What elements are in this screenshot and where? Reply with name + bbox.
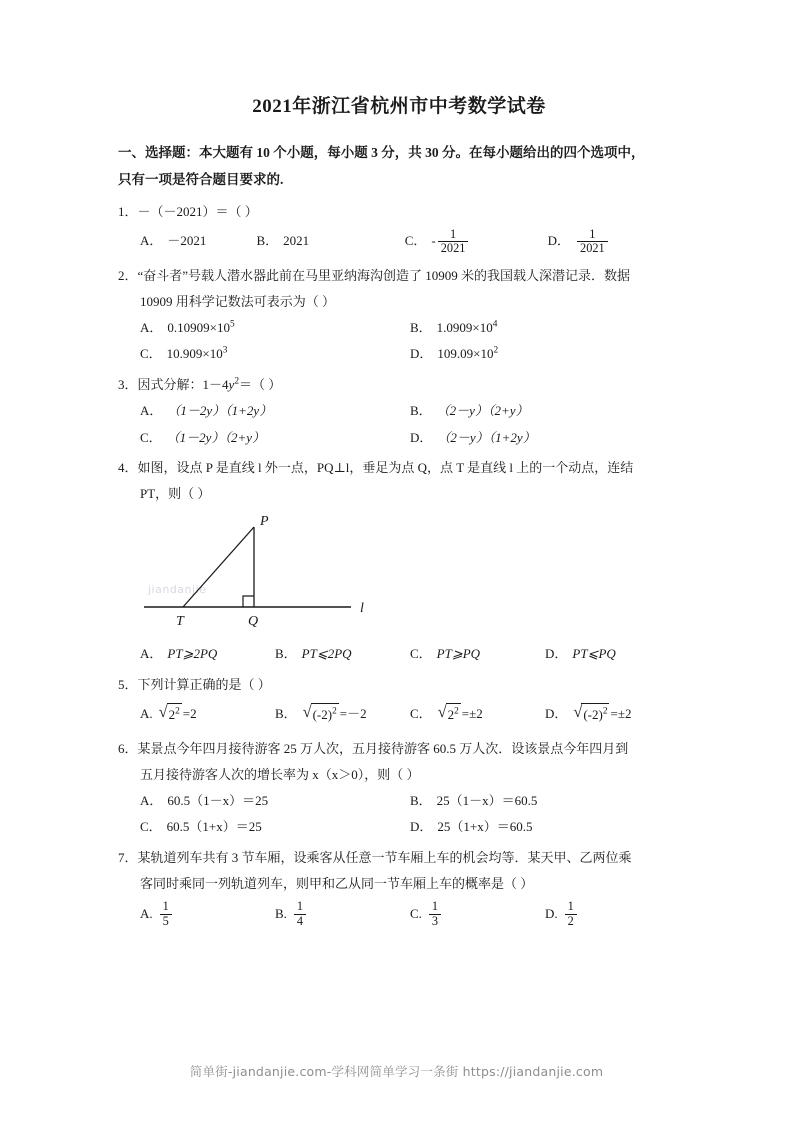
option-d-value: （2－y）（1+2y）	[437, 429, 536, 445]
question-7-option-b[interactable]	[275, 900, 410, 928]
question-3-option-a[interactable]	[140, 398, 410, 425]
option-a-value: PT⩾2PQ	[167, 646, 218, 662]
question-3-option-d[interactable]	[410, 425, 680, 452]
question-1-number: 1．	[118, 203, 138, 219]
question-4-option-d[interactable]	[545, 641, 680, 668]
option-label-a: A．	[140, 319, 163, 335]
section-heading-line-1: 一、选择题：本大题有 10 个小题，每小题 3 分，共 30 分。在每小题给出的四个选项中，	[118, 144, 645, 160]
question-5-stem	[118, 672, 680, 698]
option-b-value: $1.0909\times 10^4$	[436, 319, 498, 335]
question-3-option-c[interactable]	[140, 425, 410, 452]
option-label-c: C．	[140, 819, 162, 835]
option-label-c: C．	[140, 346, 162, 362]
question-5-text: 下列计算正确的是（ ）	[137, 676, 271, 692]
option-label-a: A.	[140, 905, 153, 921]
radicand: $2^2$	[446, 703, 461, 726]
option-c-result: =±2	[461, 706, 483, 722]
option-label-b: B．	[256, 233, 279, 249]
exponent: 3	[222, 345, 228, 356]
question-4-option-c[interactable]	[410, 641, 545, 668]
question-6	[118, 736, 680, 841]
question-3-number: 3．	[118, 376, 138, 392]
option-label-b: B．	[410, 792, 432, 808]
question-3-text: 因式分解：$1-4y^2=$（ ）	[137, 376, 282, 392]
label-t: T	[176, 614, 184, 630]
question-7-option-a[interactable]	[140, 900, 275, 928]
question-4-figure	[118, 511, 680, 639]
question-4-stem	[118, 455, 680, 481]
question-4-options	[118, 641, 680, 668]
option-label-d: D．	[545, 646, 568, 662]
minus-sign: -	[431, 233, 436, 249]
question-3-option-b[interactable]	[410, 398, 680, 425]
option-c-value: PT⩾PQ	[436, 646, 481, 662]
question-7-option-d[interactable]	[545, 900, 680, 928]
option-b-result: =－2	[339, 706, 367, 722]
question-7-option-row	[140, 897, 680, 931]
question-1-option-b[interactable]	[256, 231, 404, 252]
page-content	[118, 94, 680, 935]
square-root-expression	[438, 703, 461, 726]
option-a-value: （1－2y）（1+2y）	[167, 402, 273, 418]
square-root-expression	[573, 703, 609, 726]
question-6-stem	[118, 736, 680, 762]
question-4-option-row	[140, 641, 680, 668]
fraction-denominator: 2021	[438, 241, 469, 255]
option-d-value: 25（1+x）＝60.5	[437, 819, 533, 835]
question-2-option-row-2	[140, 341, 680, 368]
option-label-c: C．	[404, 233, 427, 249]
label-q: Q	[248, 614, 259, 630]
question-2-option-a[interactable]	[140, 315, 410, 342]
exponent: 2	[493, 345, 499, 356]
question-1-stem	[118, 199, 680, 225]
fraction-denominator: 5	[160, 914, 172, 928]
square-root-expression	[303, 703, 339, 726]
option-d-value: PT⩽PQ	[572, 646, 616, 662]
question-7-options	[118, 897, 680, 931]
exponent: 4	[492, 319, 498, 330]
fraction-one-over-2021	[438, 228, 469, 256]
option-label-c: C.	[410, 905, 422, 921]
question-2-number: 2．	[118, 267, 138, 283]
question-3-options	[118, 398, 680, 451]
option-label-a: A．	[140, 233, 163, 249]
option-label-b: B．	[410, 319, 432, 335]
option-label-c: C．	[410, 646, 432, 662]
radical-sign: √	[158, 703, 168, 722]
question-6-number: 6．	[118, 740, 138, 756]
question-1-text: －（－2021）＝（ ）	[137, 203, 258, 219]
question-6-stem-cont	[118, 762, 680, 788]
radical-sign: √	[302, 703, 312, 722]
option-a-value: $0.10909\times 10^5$	[167, 319, 235, 335]
page-title: 2021年浙江省杭州市中考数学试卷	[252, 96, 546, 117]
option-label-d: D．	[545, 706, 568, 722]
question-4-stem-cont	[118, 481, 680, 507]
radicand: $(-2)^2$	[581, 703, 609, 726]
question-2-option-row-1	[140, 315, 680, 342]
option-label-d: D.	[545, 905, 558, 921]
option-label-d: D．	[410, 346, 433, 362]
option-label-b: B.	[275, 905, 287, 921]
option-label-d: D．	[410, 819, 433, 835]
question-2	[118, 263, 680, 368]
question-6-text-line-2: 五月接待游客人次的增长率为 x（x＞0），则（ ）	[140, 766, 420, 782]
option-b-value: 2021	[283, 233, 310, 249]
option-d-result: =±2	[610, 706, 632, 722]
question-5-options	[118, 698, 680, 732]
fraction-denominator: 4	[294, 914, 306, 928]
question-1-options	[118, 225, 680, 259]
fraction	[294, 900, 306, 928]
question-4-option-b[interactable]	[275, 641, 410, 668]
question-7-text-line-1: 某轨道列车共有 3 节车厢，设乘客从任意一节车厢上车的机会均等．某天甲、乙两位乘	[137, 850, 632, 866]
label-l: l	[360, 601, 364, 617]
question-7-text-line-2: 客同时乘同一列轨道列车，则甲和乙从同一节车厢上车的概率是（ ）	[140, 876, 534, 892]
option-label-a: A．	[140, 402, 163, 418]
question-6-option-d[interactable]	[410, 814, 680, 841]
fraction-one-over-2021	[577, 228, 608, 256]
question-5-number: 5．	[118, 676, 138, 692]
question-3	[118, 372, 680, 451]
question-4	[118, 455, 680, 668]
option-label-d: D．	[547, 233, 571, 249]
option-d-value: $109.09\times 10^2$	[437, 345, 499, 362]
question-5	[118, 672, 680, 732]
question-7	[118, 845, 680, 931]
fraction	[429, 900, 441, 928]
question-7-number: 7．	[118, 850, 138, 866]
question-2-options	[118, 315, 680, 368]
fraction	[565, 900, 577, 928]
option-c-value: 60.5（1+x）＝25	[166, 819, 262, 835]
segment-pt	[183, 527, 254, 607]
fraction-numerator: 1	[449, 226, 457, 241]
radical-sign: √	[437, 703, 447, 722]
option-label-a: A.	[140, 706, 153, 722]
fraction-denominator: 3	[429, 914, 441, 928]
option-label-a: A．	[140, 646, 163, 662]
question-4-text-line-2: PT，则（ ）	[140, 486, 211, 502]
option-label-d: D．	[410, 429, 433, 445]
square-root-expression	[159, 703, 182, 726]
question-6-options	[118, 788, 680, 841]
question-1	[118, 199, 680, 259]
question-5-option-b[interactable]	[275, 703, 410, 726]
exponent: 5	[229, 319, 235, 330]
option-label-b: B．	[275, 706, 297, 722]
fraction-numerator: 1	[589, 226, 596, 241]
question-6-option-b[interactable]	[410, 788, 680, 815]
question-1-option-d[interactable]	[548, 228, 680, 256]
section-heading-line-2: 只有一项是符合题目要求的.	[118, 171, 284, 187]
option-b-value: （2－y）（2+y）	[436, 402, 529, 418]
geometry-diagram	[136, 511, 396, 637]
question-1-option-c[interactable]	[405, 228, 548, 256]
question-2-text-line-2: 10909 用科学记数法可表示为（ ）	[140, 293, 336, 309]
question-7-stem	[118, 845, 680, 871]
question-7-stem-cont	[118, 871, 680, 897]
option-b-value: 25（1－x）＝60.5	[436, 792, 538, 808]
section-heading	[118, 139, 680, 193]
fraction-numerator: 1	[431, 899, 439, 914]
question-1-option-a[interactable]	[140, 231, 256, 252]
fraction	[160, 900, 172, 928]
question-6-text-line-1: 某景点今年四月接待游客 25 万人次，五月接待游客 60.5 万人次．设该景点今年四月到	[137, 740, 629, 756]
question-5-option-d[interactable]	[545, 703, 680, 726]
fraction-denominator: 2021	[577, 241, 608, 255]
question-3-option-row-1	[140, 398, 680, 425]
question-7-option-c[interactable]	[410, 900, 545, 928]
right-angle-marker	[243, 596, 254, 607]
fraction-denominator: 2	[565, 914, 577, 928]
question-4-number: 4．	[118, 460, 138, 476]
radicand: $(-2)^2$	[311, 703, 339, 726]
option-label-c: C．	[140, 429, 162, 445]
option-label-a: A．	[140, 792, 163, 808]
option-label-c: C．	[410, 706, 432, 722]
question-6-option-row-1	[140, 788, 680, 815]
fraction-numerator: 1	[162, 899, 169, 914]
question-6-option-c[interactable]	[140, 814, 410, 841]
question-4-text-line-1: 如图，设点 P 是直线 l 外一点，PQ⊥l，垂足为点 Q，点 T 是直线 l 上的一个动点，连结	[137, 460, 634, 476]
question-5-option-a[interactable]	[140, 703, 275, 726]
watermark-ghost: jiandanjie	[148, 583, 207, 597]
option-a-value: －2021	[167, 233, 207, 249]
label-p: P	[260, 514, 269, 530]
question-3-stem	[118, 372, 680, 398]
question-2-stem-cont	[118, 289, 680, 315]
radical-sign: √	[573, 703, 583, 722]
question-6-option-row-2	[140, 814, 680, 841]
radicand: $2^2$	[167, 703, 182, 726]
question-2-option-b[interactable]	[410, 315, 680, 342]
option-label-b: B．	[410, 402, 432, 418]
question-6-option-a[interactable]	[140, 788, 410, 815]
question-1-option-row	[140, 225, 680, 259]
question-3-option-row-2	[140, 425, 680, 452]
question-4-option-a[interactable]	[140, 641, 275, 668]
question-2-option-d[interactable]	[410, 341, 680, 368]
footer-watermark: 简单街-jiandanjie.com-学科网简单学习一条街 https://jiandanjie.com	[189, 1064, 604, 1079]
option-c-value: （1－2y）（2+y）	[166, 429, 265, 445]
question-2-option-c[interactable]	[140, 341, 410, 368]
option-a-result: =2	[182, 706, 197, 722]
question-2-stem	[118, 263, 680, 289]
option-label-b: B．	[275, 646, 297, 662]
option-c-value: $10.909\times 10^3$	[166, 345, 228, 362]
question-5-option-row	[140, 698, 680, 732]
option-b-value: PT⩽2PQ	[301, 646, 352, 662]
fraction-numerator: 1	[296, 899, 304, 914]
option-a-value: 60.5（1－x）＝25	[167, 792, 269, 808]
question-2-text-line-1: “奋斗者”号载人潜水器此前在马里亚纳海沟创造了 10909 米的我国载人深潜记录．数据	[137, 267, 631, 283]
question-5-option-c[interactable]	[410, 703, 545, 726]
fraction-numerator: 1	[567, 899, 574, 914]
